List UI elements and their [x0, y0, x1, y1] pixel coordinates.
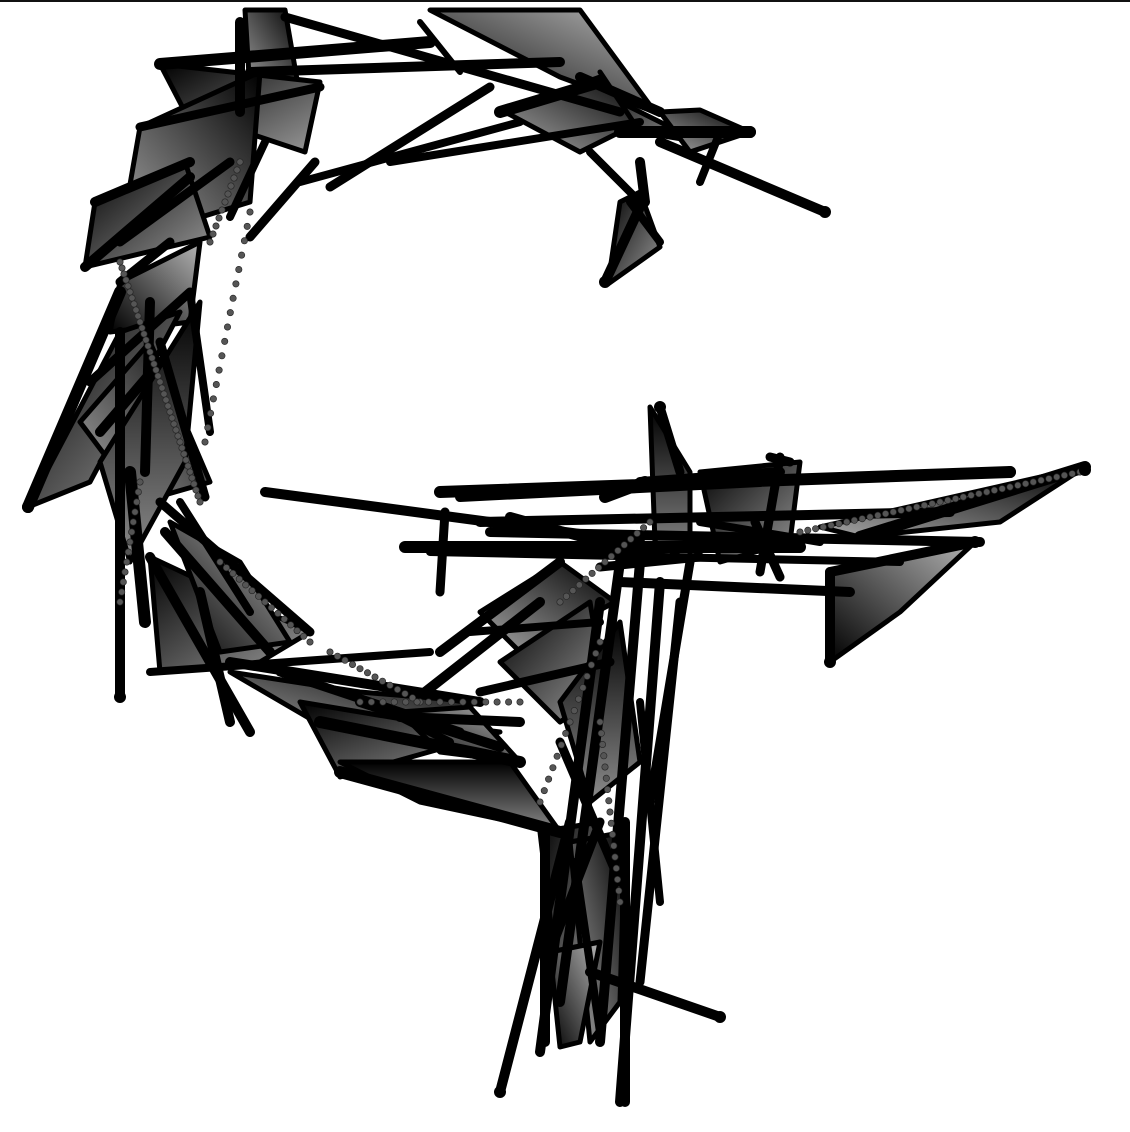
bead-dot	[179, 445, 185, 451]
bead-dot	[890, 509, 896, 515]
bead-dot	[929, 501, 935, 507]
bead-dot	[129, 295, 135, 301]
bead-dot	[1007, 484, 1013, 490]
bead-dot	[403, 699, 409, 705]
bead-dot	[216, 215, 222, 221]
stroke-end-cap	[654, 401, 666, 413]
ink-stroke	[440, 512, 445, 592]
bead-dot	[195, 493, 201, 499]
bead-dot	[615, 547, 621, 553]
bead-dot	[921, 502, 927, 508]
bead-dot	[234, 167, 240, 173]
bead-dot	[588, 662, 594, 668]
bead-dot	[133, 307, 139, 313]
bead-dot	[550, 765, 556, 771]
bead-dot	[117, 259, 123, 265]
bead-dot	[120, 579, 126, 585]
bead-dot	[135, 313, 141, 319]
bead-dot	[177, 439, 183, 445]
bead-dot	[541, 787, 547, 793]
stroke-end-cap	[819, 206, 831, 218]
bead-dot	[937, 499, 943, 505]
bead-dot	[1038, 477, 1044, 483]
bead-dot	[617, 899, 623, 905]
bead-dot	[207, 410, 213, 416]
bead-dot	[213, 381, 219, 387]
bead-dot	[137, 319, 143, 325]
ink-stroke	[640, 162, 645, 202]
bead-dot	[131, 301, 137, 307]
stroke-end-cap	[969, 536, 981, 548]
bead-dot	[597, 639, 603, 645]
bead-dot	[149, 355, 155, 361]
bead-dot	[181, 451, 187, 457]
bead-dot	[607, 809, 613, 815]
bead-dot	[132, 509, 138, 515]
bead-dot	[243, 582, 249, 588]
bead-dot	[307, 639, 313, 645]
bead-dot	[127, 289, 133, 295]
bead-dot	[193, 487, 199, 493]
bead-dot	[130, 519, 136, 525]
bead-dot	[167, 409, 173, 415]
bead-dot	[236, 576, 242, 582]
ink-stroke	[145, 302, 150, 472]
stroke-end-cap	[494, 1086, 506, 1098]
bead-dot	[262, 599, 268, 605]
bead-dot	[230, 570, 236, 576]
bead-dot	[134, 499, 140, 505]
bead-dot	[945, 497, 951, 503]
bead-dot	[597, 719, 603, 725]
bead-dot	[155, 373, 161, 379]
bead-dot	[563, 593, 569, 599]
bead-dot	[570, 587, 576, 593]
letter-g-artwork	[0, 2, 1130, 1132]
drawing-canvas	[0, 2, 1130, 1132]
bead-dot	[357, 699, 363, 705]
ink-stroke	[300, 122, 520, 182]
bead-dot	[161, 391, 167, 397]
bead-dot	[960, 494, 966, 500]
bead-dot	[595, 565, 601, 571]
ink-stroke	[660, 142, 825, 212]
bead-dot	[437, 699, 443, 705]
bead-dot	[364, 670, 370, 676]
bead-dot	[599, 741, 605, 747]
bead-dot	[125, 283, 131, 289]
bead-dot	[583, 576, 589, 582]
bead-dot	[563, 730, 569, 736]
bead-dot	[616, 888, 622, 894]
bead-dot	[281, 616, 287, 622]
bead-dot	[372, 674, 378, 680]
bead-dot	[602, 764, 608, 770]
ink-stroke	[400, 717, 520, 722]
bead-dot	[634, 530, 640, 536]
bead-dot	[576, 582, 582, 588]
bead-dot	[1054, 474, 1060, 480]
bead-dot	[601, 753, 607, 759]
bead-dot	[157, 379, 163, 385]
bead-dot	[227, 309, 233, 315]
bead-dot	[183, 457, 189, 463]
bead-dot	[1022, 481, 1028, 487]
bead-dot	[222, 199, 228, 205]
bead-dot	[294, 627, 300, 633]
bead-dot	[125, 549, 131, 555]
bead-dot	[151, 361, 157, 367]
bead-dot	[173, 427, 179, 433]
bead-dot	[505, 699, 511, 705]
bead-dot	[241, 238, 247, 244]
bead-dot	[603, 775, 609, 781]
bead-dot	[217, 559, 223, 565]
bead-dot	[247, 209, 253, 215]
bead-dot	[612, 854, 618, 860]
bead-dot	[391, 699, 397, 705]
bead-dot	[231, 175, 237, 181]
bead-dot	[621, 542, 627, 548]
bead-dot	[991, 487, 997, 493]
bead-dot	[202, 439, 208, 445]
bead-dot	[123, 277, 129, 283]
bead-dot	[1061, 472, 1067, 478]
bead-dot	[575, 696, 581, 702]
bead-dot	[185, 463, 191, 469]
bead-dot	[797, 529, 803, 535]
bead-dot	[968, 492, 974, 498]
bead-dot	[213, 223, 219, 229]
bead-dot	[175, 433, 181, 439]
bead-dot	[139, 325, 145, 331]
bead-dot	[129, 529, 135, 535]
bead-dot	[135, 489, 141, 495]
bead-dot	[169, 415, 175, 421]
bead-dot	[976, 491, 982, 497]
bead-dot	[268, 605, 274, 611]
bead-dot	[288, 622, 294, 628]
bead-dot	[647, 519, 653, 525]
bead-dot	[119, 265, 125, 271]
bead-dot	[117, 599, 123, 605]
bead-dot	[414, 699, 420, 705]
bead-dot	[127, 539, 133, 545]
bead-dot	[145, 343, 151, 349]
bead-dot	[159, 385, 165, 391]
ink-stroke	[590, 152, 640, 202]
bead-dot	[357, 666, 363, 672]
bead-dot	[589, 570, 595, 576]
bead-dot	[210, 231, 216, 237]
bead-dot	[606, 798, 612, 804]
bead-dot	[380, 699, 386, 705]
bead-dot	[222, 338, 228, 344]
bead-dot	[197, 499, 203, 505]
bead-dot	[189, 475, 195, 481]
bead-dot	[609, 831, 615, 837]
bead-dot	[545, 776, 551, 782]
stroke-end-cap	[824, 656, 836, 668]
bead-dot	[1046, 476, 1052, 482]
bead-dot	[867, 514, 873, 520]
stroke-end-cap	[114, 691, 126, 703]
bead-dot	[327, 649, 333, 655]
bead-dot	[228, 183, 234, 189]
bead-dot	[349, 661, 355, 667]
bead-dot	[608, 553, 614, 559]
bead-dot	[906, 506, 912, 512]
bead-dot	[342, 657, 348, 663]
bead-dot	[613, 865, 619, 871]
bead-dot	[233, 281, 239, 287]
bead-dot	[584, 673, 590, 679]
bead-dot	[207, 239, 213, 245]
bead-dot	[163, 397, 169, 403]
bead-dot	[640, 525, 646, 531]
bead-dot	[820, 524, 826, 530]
bead-dot	[836, 521, 842, 527]
bead-dot	[914, 504, 920, 510]
bead-dot	[187, 469, 193, 475]
bead-dot	[614, 876, 620, 882]
bead-dot	[558, 742, 564, 748]
bead-dot	[1030, 479, 1036, 485]
bead-dot	[141, 331, 147, 337]
bead-dot	[137, 479, 143, 485]
bead-dot	[368, 699, 374, 705]
bead-dot	[571, 707, 577, 713]
bead-dot	[602, 559, 608, 565]
bead-dot	[171, 421, 177, 427]
bead-dot	[191, 481, 197, 487]
bead-dot	[210, 396, 216, 402]
bead-dot	[554, 753, 560, 759]
bead-dot	[494, 699, 500, 705]
bead-dot	[121, 271, 127, 277]
bead-dot	[225, 191, 231, 197]
bead-dot	[402, 691, 408, 697]
bead-dot	[537, 799, 543, 805]
bead-dot	[882, 511, 888, 517]
bead-dot	[334, 653, 340, 659]
bead-dot	[517, 699, 523, 705]
bead-dot	[844, 519, 850, 525]
bead-dot	[471, 699, 477, 705]
bead-dot	[483, 699, 489, 705]
stroke-end-cap	[1079, 464, 1091, 476]
bead-dot	[124, 559, 130, 565]
bead-dot	[580, 685, 586, 691]
bead-dot	[219, 353, 225, 359]
bead-dot	[604, 786, 610, 792]
bead-dot	[394, 686, 400, 692]
bead-dot	[1069, 471, 1075, 477]
bead-dot	[224, 324, 230, 330]
bead-dot	[300, 633, 306, 639]
bead-dot	[238, 252, 244, 258]
bead-dot	[805, 527, 811, 533]
bead-dot	[812, 526, 818, 532]
bead-dot	[237, 159, 243, 165]
bead-dot	[249, 587, 255, 593]
stroke-end-cap	[744, 126, 756, 138]
bead-dot	[828, 522, 834, 528]
ink-stroke	[250, 162, 315, 237]
stroke-end-cap	[599, 276, 611, 288]
bead-dot	[611, 843, 617, 849]
bead-dot	[460, 699, 466, 705]
stroke-end-cap	[22, 501, 34, 513]
bead-dot	[153, 367, 159, 373]
bead-dot	[230, 295, 236, 301]
bead-dot	[593, 650, 599, 656]
bead-dot	[425, 699, 431, 705]
bead-dot	[984, 489, 990, 495]
bead-dot	[628, 536, 634, 542]
bead-dot	[379, 678, 385, 684]
stroke-end-cap	[1004, 466, 1016, 478]
bead-dot	[244, 223, 250, 229]
bead-dot	[448, 699, 454, 705]
bead-dot	[216, 367, 222, 373]
bead-dot	[1015, 482, 1021, 488]
bead-dot	[557, 599, 563, 605]
bead-dot	[275, 610, 281, 616]
bead-dot	[255, 593, 261, 599]
bead-dot	[608, 820, 614, 826]
bead-dot	[165, 403, 171, 409]
bead-dot	[143, 337, 149, 343]
bead-dot	[898, 507, 904, 513]
bead-dot	[952, 496, 958, 502]
bead-dot	[567, 719, 573, 725]
bead-dot	[219, 207, 225, 213]
bead-dot	[122, 569, 128, 575]
bead-dot	[999, 486, 1005, 492]
bead-dot	[236, 266, 242, 272]
bead-dot	[119, 589, 125, 595]
bead-dot	[875, 512, 881, 518]
bead-dot	[205, 424, 211, 430]
bead-dot	[859, 516, 865, 522]
bead-dot	[598, 730, 604, 736]
bead-dot	[387, 682, 393, 688]
stroke-end-cap	[714, 1011, 726, 1023]
bead-dot	[147, 349, 153, 355]
bead-dot	[851, 517, 857, 523]
bead-dot	[223, 565, 229, 571]
